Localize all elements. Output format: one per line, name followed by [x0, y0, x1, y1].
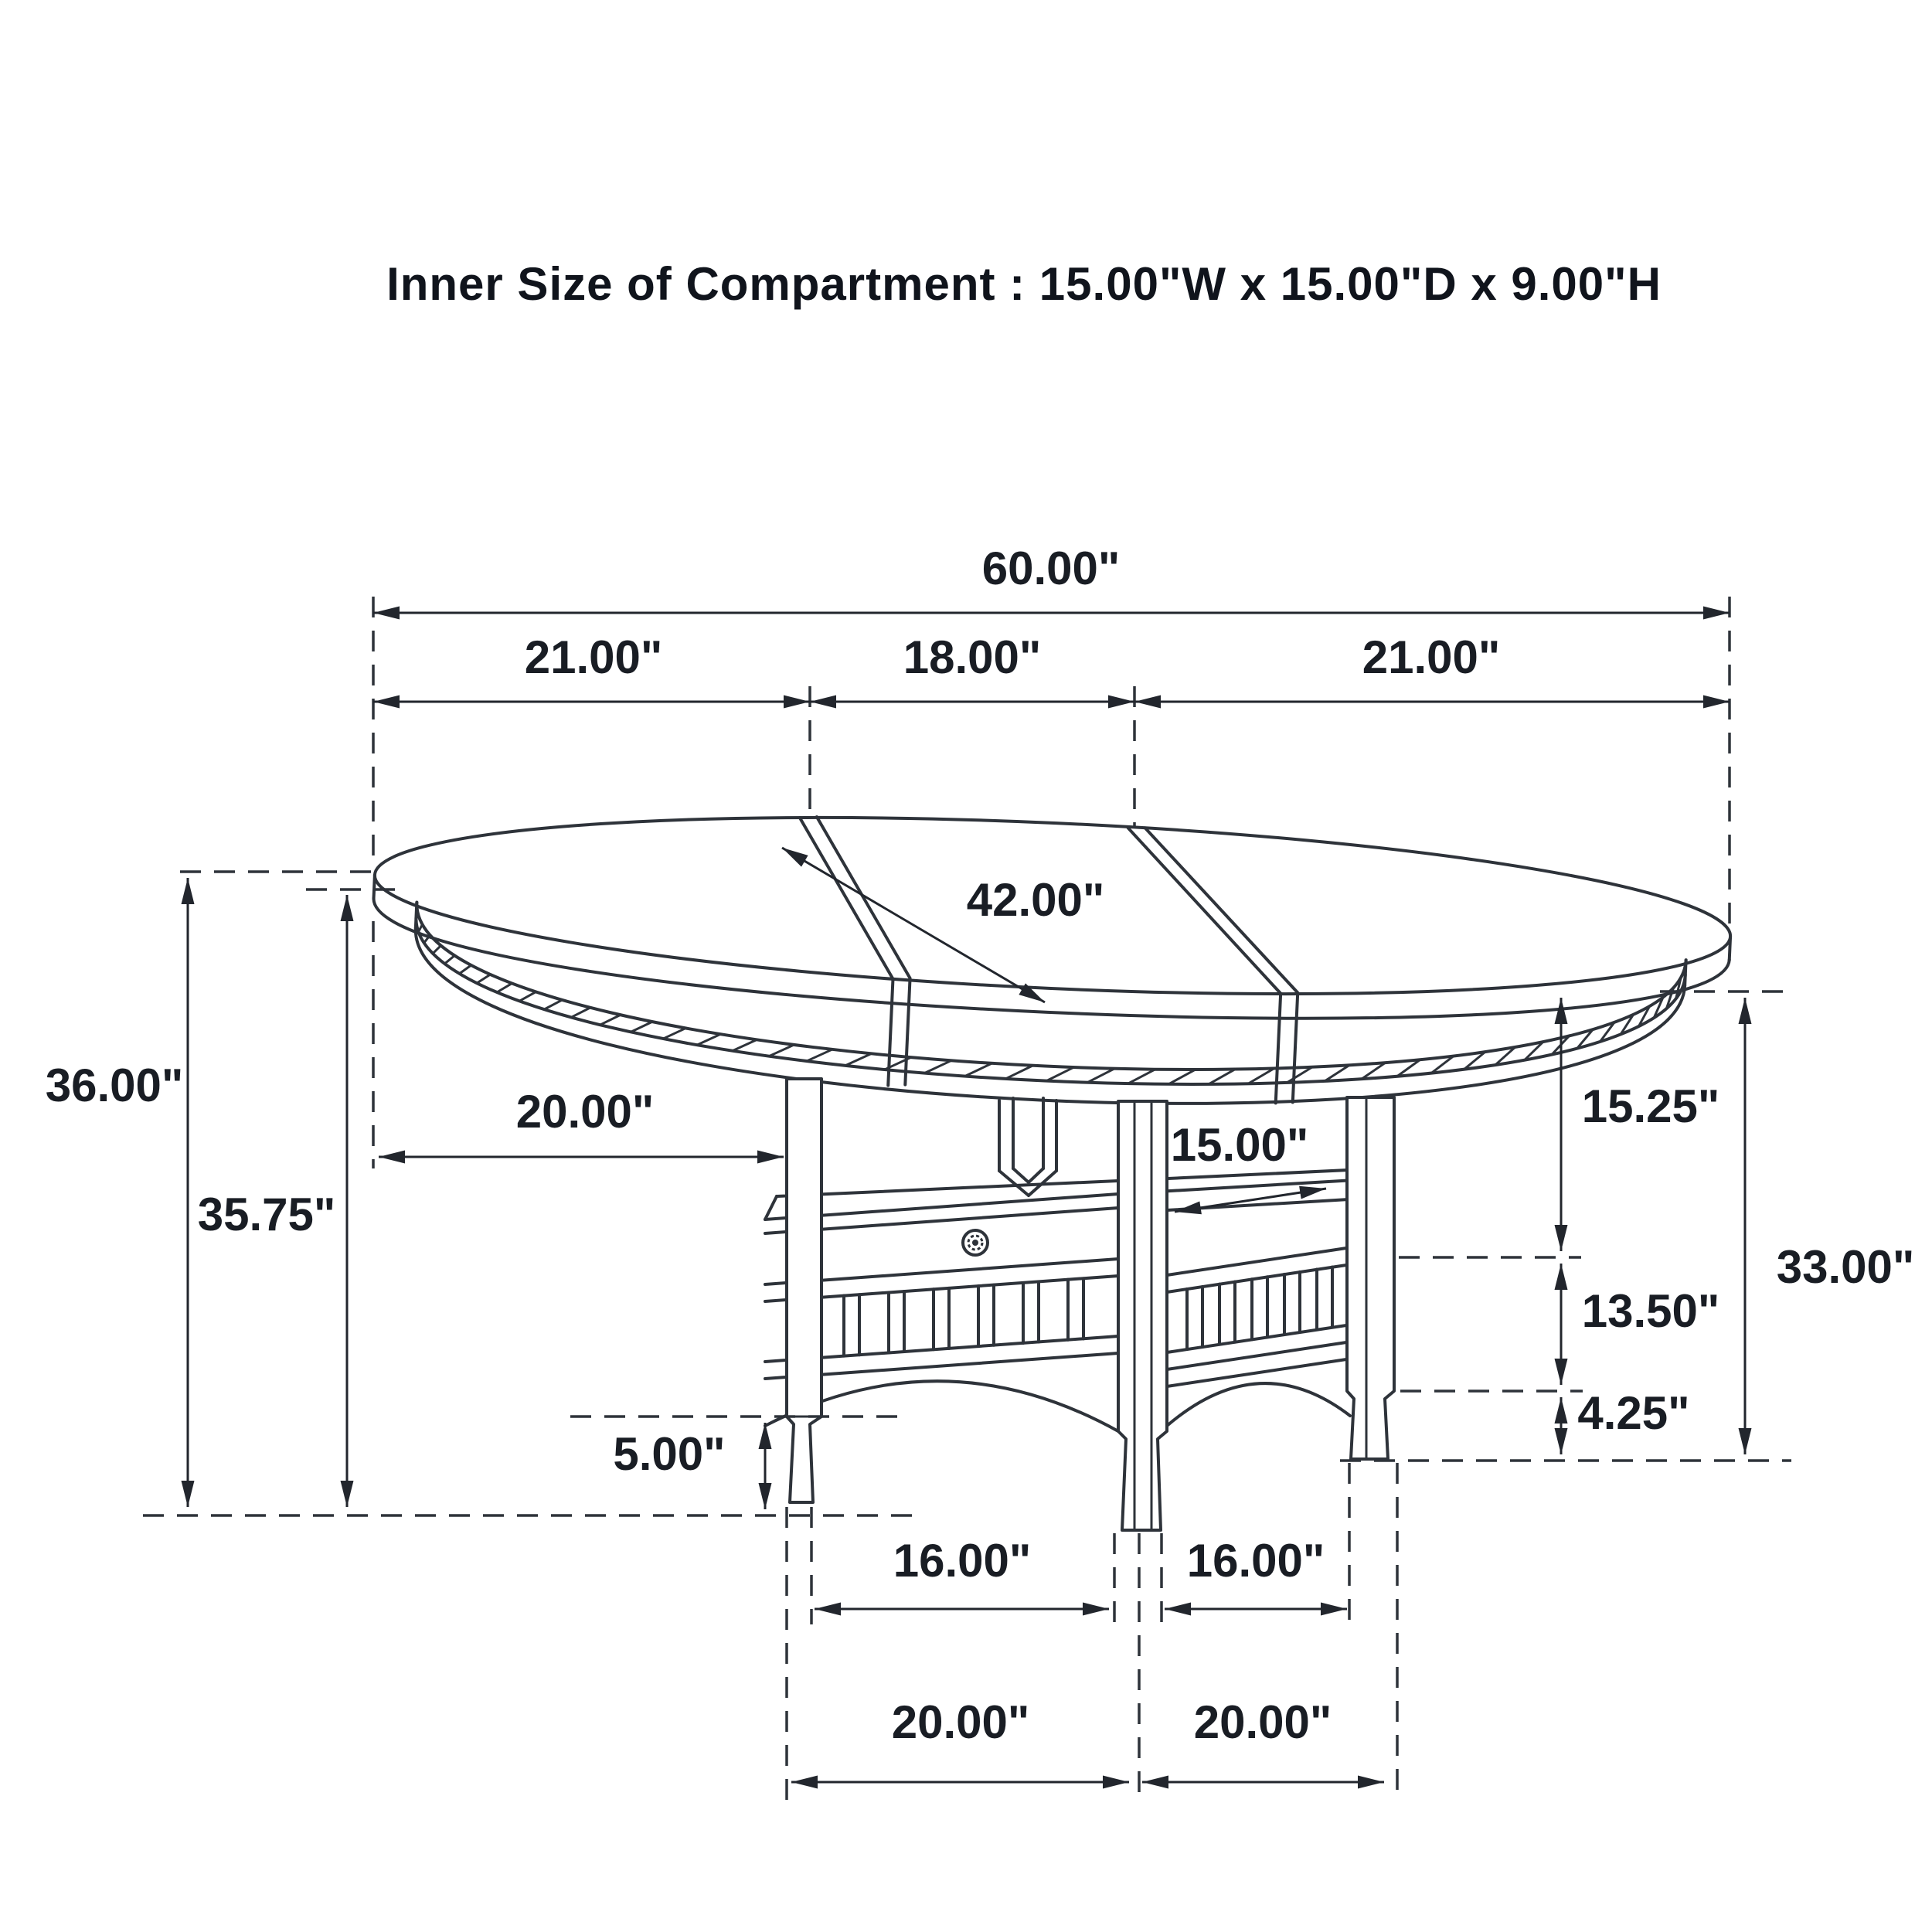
dimension-label-tabletop-total-width: 60.00" — [981, 543, 1121, 594]
tabletop-total-width-end-arrowhead — [1703, 607, 1730, 620]
apron-hatch-stroke — [544, 999, 562, 1010]
apron-hatch-stroke — [697, 1033, 720, 1046]
top-overhang-start-arrowhead — [379, 1151, 405, 1164]
tabletop-right-section-start-arrowhead — [1134, 696, 1161, 709]
dimension-label-leg-height: 5.00" — [613, 1428, 726, 1480]
dimension-label-top-overhang: 20.00" — [515, 1086, 655, 1138]
feet-outer-span-right-start-arrowhead — [1142, 1776, 1168, 1789]
tabletop-edge-left — [373, 875, 374, 899]
table-height-end-arrowhead — [182, 1481, 195, 1507]
dimension-feet-inner-span-right — [1165, 1535, 1347, 1616]
leg-right — [1347, 1097, 1394, 1459]
dimension-feet-inner-span-left — [815, 1535, 1109, 1616]
tabletop-right-section-end-arrowhead — [1703, 696, 1730, 709]
tabletop-leaf-section-end-arrowhead — [1108, 696, 1134, 709]
drawer-knob — [963, 1230, 988, 1255]
diagram-title: Inner Size of Compartment : 15.00"W x 15.00"D x 9.00"H — [386, 258, 1662, 310]
leaf-seam-right-drop-b — [1293, 994, 1298, 1103]
leg-center — [1118, 1101, 1167, 1530]
base-middle-section-start-arrowhead — [1555, 1264, 1568, 1290]
dimension-leg-height — [613, 1423, 771, 1509]
compartment-top-depth-start-arrowhead — [1175, 1201, 1202, 1214]
table-height-to-underside-start-arrowhead — [341, 895, 354, 921]
feet-inner-span-left-start-arrowhead — [815, 1603, 841, 1616]
apron-hatch-stroke — [444, 955, 454, 964]
dimension-label-tabletop-leaf-section: 18.00" — [903, 631, 1042, 683]
compartment-top-left-corner — [765, 1196, 777, 1219]
leaf-seam-left-a — [793, 818, 900, 979]
dimension-label-compartment-top-depth: 15.00" — [1170, 1119, 1309, 1171]
feet-outer-span-right-end-arrowhead — [1358, 1776, 1384, 1789]
apron-hatch-stroke — [600, 1014, 621, 1026]
apron-hatch-stroke — [477, 974, 490, 984]
apron-hatch-stroke — [733, 1039, 757, 1052]
apron-left-edge — [416, 903, 417, 928]
dimension-compartment-top-depth — [1171, 1119, 1326, 1214]
leaf-seam-right-b — [1138, 828, 1304, 992]
apron-hatch-stroke — [845, 1053, 872, 1067]
arch-right — [1167, 1383, 1350, 1426]
base-middle-section-end-arrowhead — [1555, 1359, 1568, 1385]
dimension-tabletop-left-section — [373, 631, 810, 709]
dimension-table-height-to-underside — [198, 895, 354, 1507]
apron-hatch-stroke — [663, 1027, 685, 1039]
dimension-label-feet-inner-span-right: 16.00" — [1186, 1535, 1325, 1587]
feet-inner-span-right-start-arrowhead — [1165, 1603, 1191, 1616]
apron-hatch-stroke — [965, 1062, 992, 1077]
tabletop-leaf-section-start-arrowhead — [810, 696, 836, 709]
apron-hatch-stroke — [497, 983, 512, 993]
leaf-seam-right-drop-a — [1276, 995, 1281, 1104]
dimension-label-base-total-height: 33.00" — [1776, 1241, 1915, 1293]
dimension-label-tabletop-right-section: 21.00" — [1362, 631, 1501, 683]
base-upper-section-end-arrowhead — [1555, 1225, 1568, 1251]
dimension-base-foot-section — [1555, 1387, 1690, 1454]
feet-outer-span-left-start-arrowhead — [791, 1776, 818, 1789]
tabletop-left-section-end-arrowhead — [784, 696, 810, 709]
dimension-label-base-foot-section: 4.25" — [1577, 1387, 1690, 1439]
compartment-slats — [844, 1267, 1332, 1356]
apron-hatch-stroke — [459, 964, 471, 974]
leaf-seam-right-a — [1121, 828, 1287, 993]
leaf-seam-left-b — [810, 817, 917, 978]
top-overhang-end-arrowhead — [757, 1151, 784, 1164]
feet-outer-span-left-end-arrowhead — [1103, 1776, 1129, 1789]
dimension-label-tabletop-left-section: 21.00" — [524, 631, 663, 683]
storage-compartment — [765, 1168, 1382, 1431]
dimension-tabletop-leaf-section — [810, 631, 1134, 709]
table-height-start-arrowhead — [182, 878, 195, 904]
extension-guides — [143, 597, 1791, 1801]
base-foot-section-end-arrowhead — [1555, 1428, 1568, 1454]
base-total-height-start-arrowhead — [1739, 998, 1752, 1024]
tabletop-round-diameter-start-arrowhead — [782, 848, 808, 867]
dimension-label-table-height-to-underside: 35.75" — [197, 1189, 336, 1240]
feet-inner-span-right-end-arrowhead — [1321, 1603, 1347, 1616]
apron-hatch-stroke — [1005, 1064, 1032, 1080]
base-foot-section-start-arrowhead — [1555, 1397, 1568, 1423]
dimension-feet-outer-span-right — [1142, 1696, 1384, 1789]
leaf-seam-left-drop-b — [905, 979, 910, 1085]
apron-hatch-stroke — [769, 1043, 794, 1057]
dimension-top-overhang — [379, 1086, 784, 1164]
apron-hatch-stroke — [807, 1048, 832, 1062]
dimension-feet-outer-span-left — [791, 1696, 1129, 1789]
dimension-base-total-height — [1739, 998, 1915, 1454]
leg-height-start-arrowhead — [759, 1423, 772, 1449]
apron-hatch-stroke — [571, 1007, 590, 1019]
leg-height-end-arrowhead — [759, 1483, 772, 1509]
tabletop-group — [366, 792, 1733, 1131]
leg-left — [787, 1079, 821, 1502]
dimension-label-tabletop-round-diameter: 42.00" — [966, 874, 1105, 926]
compartment-top-back-edge — [777, 1179, 1151, 1196]
dimension-tabletop-total-width — [373, 543, 1730, 620]
dimension-label-table-height: 36.00" — [45, 1060, 184, 1111]
dimension-tabletop-right-section — [1134, 631, 1730, 709]
dimension-base-middle-section — [1555, 1264, 1720, 1385]
apron-hatch-stroke — [1087, 1067, 1114, 1083]
apron-hatch-stroke — [433, 945, 440, 954]
dimension-label-base-middle-section: 13.50" — [1581, 1285, 1720, 1337]
tabletop-total-width-start-arrowhead — [373, 607, 400, 620]
apron-hatch-stroke — [519, 992, 536, 1002]
dimension-base-upper-section — [1555, 998, 1720, 1251]
compartment-top-depth-end-arrowhead — [1299, 1186, 1326, 1199]
right-rail-bottom-bottom — [1167, 1340, 1362, 1369]
dimension-label-feet-outer-span-left: 20.00" — [891, 1696, 1030, 1748]
dimension-label-feet-outer-span-right: 20.00" — [1193, 1696, 1332, 1748]
base-total-height-end-arrowhead — [1739, 1428, 1752, 1454]
dimension-label-feet-inner-span-left: 16.00" — [893, 1535, 1032, 1587]
apron-hatch-stroke — [924, 1060, 951, 1074]
dimension-label-base-upper-section: 15.25" — [1581, 1080, 1720, 1132]
apron-hatch-stroke — [418, 924, 422, 932]
pedestal-column — [999, 1098, 1056, 1196]
dimension-table-height — [46, 878, 195, 1507]
table-height-to-underside-end-arrowhead — [341, 1481, 354, 1507]
tabletop-left-section-start-arrowhead — [373, 696, 400, 709]
dimension-annotations — [46, 543, 1915, 1789]
apron-hatch-stroke — [1046, 1066, 1073, 1082]
feet-inner-span-left-end-arrowhead — [1083, 1603, 1109, 1616]
apron-hatch-stroke — [631, 1021, 652, 1033]
